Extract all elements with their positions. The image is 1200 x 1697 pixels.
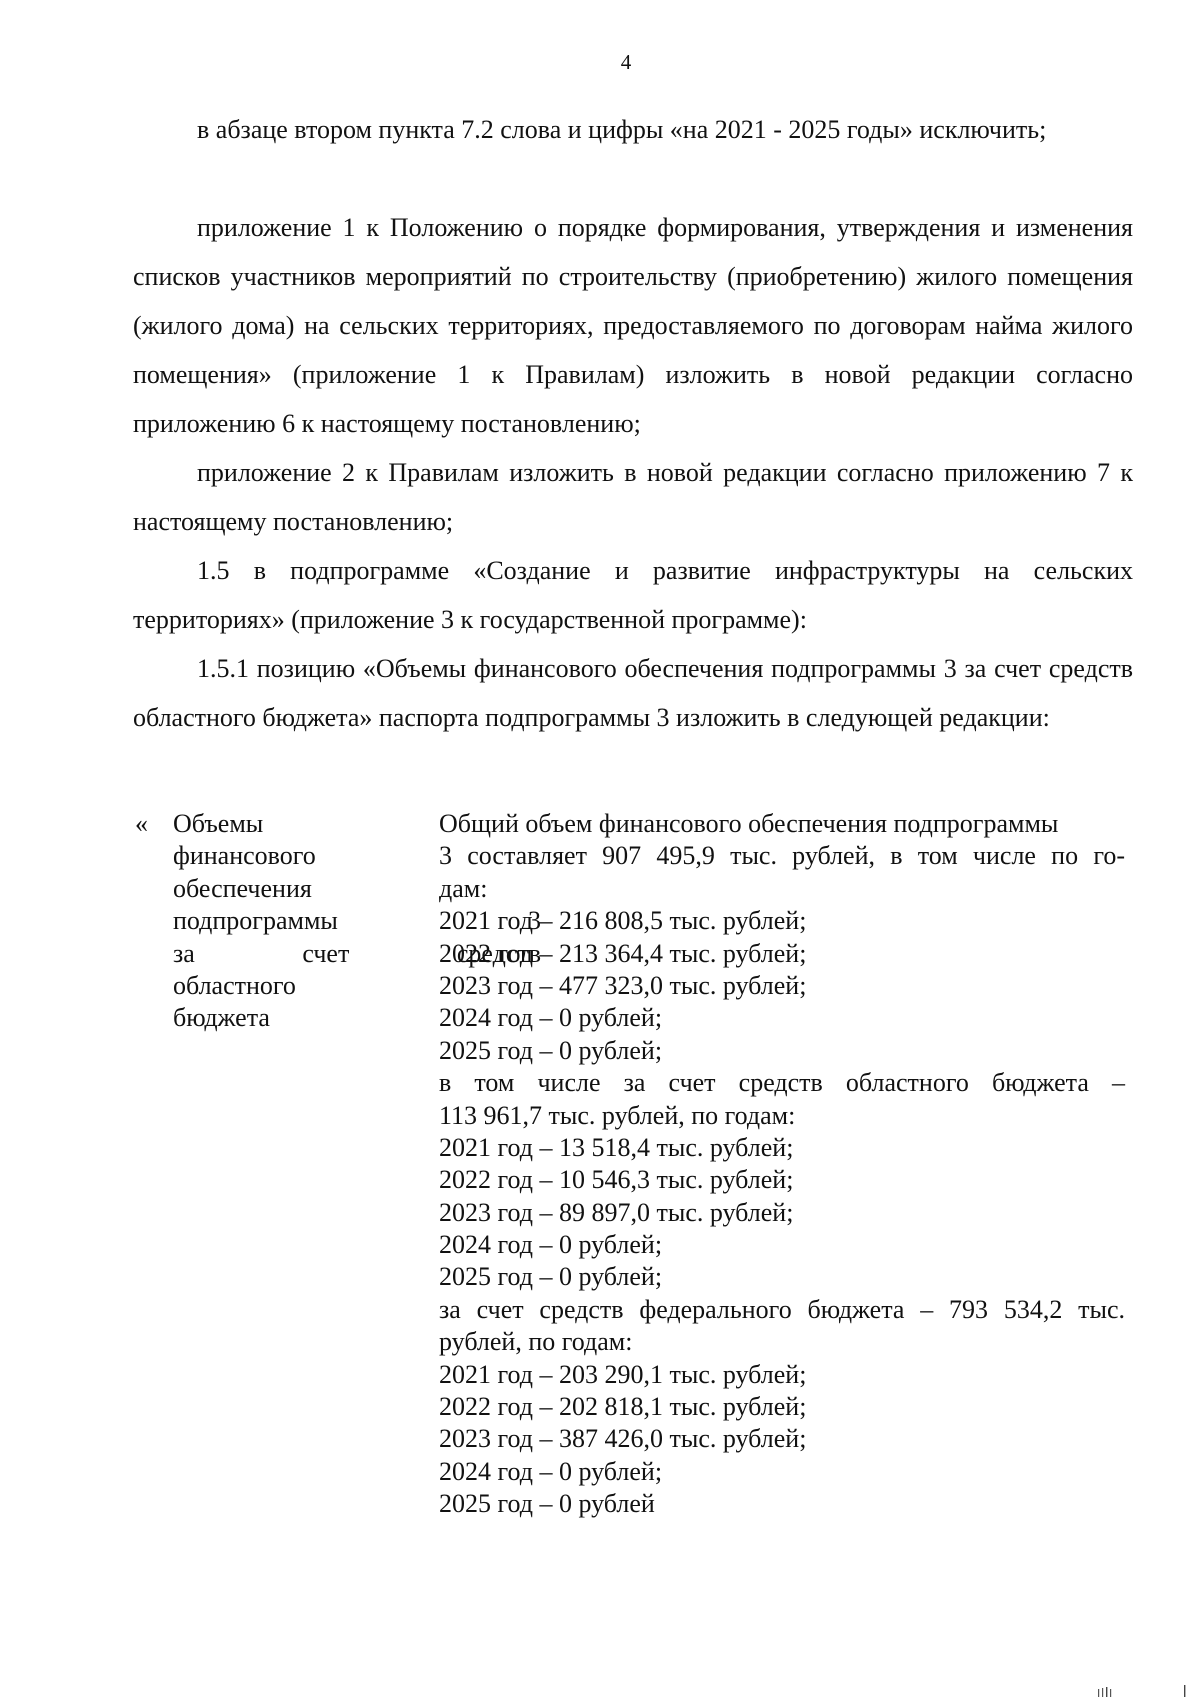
value-line: 2022 год – 213 364,4 тыс. рублей; xyxy=(439,938,807,968)
paragraph-1: в абзаце втором пункта 7.2 слова и цифры «на 2021 - 2025 годы» исключить; xyxy=(197,115,1047,144)
paragraph-4: 1.5 в подпрограмме «Создание и развитие инфраструктуры на сельских территориях» (приложение 3 к государственной программе): xyxy=(133,556,1133,634)
label-line: обеспечения xyxy=(173,873,312,903)
page-number: 4 xyxy=(620,50,632,74)
value-line: 2021 год – 203 290,1 тыс. рублей; xyxy=(439,1359,807,1389)
label-line: Объемы xyxy=(173,809,264,838)
value-line: 2024 год – 0 рублей; xyxy=(439,1230,663,1260)
label-line: подпрограммы 3 xyxy=(173,906,541,936)
open-quote: « xyxy=(135,809,148,838)
value-line: 113 961,7 тыс. рублей, по годам: xyxy=(439,1100,796,1130)
value-line: 2023 год – 89 897,0 тыс. рублей; xyxy=(439,1197,794,1227)
value-line: 2023 год – 387 426,0 тыс. рублей; xyxy=(439,1424,807,1454)
paragraph-5: 1.5.1 позицию «Объемы финансового обеспечения подпрограммы 3 за счет средств областного бюджета» паспорта подпрограммы 3 изложить в следующей редакции: xyxy=(133,654,1133,732)
value-line: 2024 год – 0 рублей; xyxy=(439,1456,663,1486)
value-line: 2021 год – 216 808,5 тыс. рублей; xyxy=(439,906,807,936)
value-line: за счет средств федерального бюджета – 793 534,2 тыс. xyxy=(439,1294,1125,1324)
value-line: в том числе за счет средств областного бюджета – xyxy=(439,1068,1125,1098)
label-line: бюджета xyxy=(173,1003,270,1033)
label-line: за счет средств xyxy=(173,938,541,968)
value-line: рублей, по годам: xyxy=(439,1327,633,1357)
value-line: 2025 год – 0 рублей xyxy=(439,1489,655,1519)
value-line: 3 составляет 907 495,9 тыс. рублей, в том числе по го- xyxy=(439,841,1125,871)
label-line: финансового xyxy=(173,841,316,871)
value-line: дам: xyxy=(439,873,488,903)
value-line: 2022 год – 10 546,3 тыс. рублей; xyxy=(439,1165,794,1195)
value-line: 2021 год – 13 518,4 тыс. рублей; xyxy=(439,1132,794,1162)
paragraph-3: приложение 2 к Правилам изложить в новой редакции согласно приложению 7 к настоящему постановлению; xyxy=(133,458,1133,536)
value-line: 2023 год – 477 323,0 тыс. рублей; xyxy=(439,970,807,1000)
label-line: областного xyxy=(173,970,296,1000)
value-line: 2025 год – 0 рублей; xyxy=(439,1262,663,1292)
value-line: 2024 год – 0 рублей; xyxy=(439,1003,663,1033)
value-line: 2022 год – 202 818,1 тыс. рублей; xyxy=(439,1392,807,1422)
scan-artifact-marks xyxy=(1098,1683,1188,1697)
value-line: 2025 год – 0 рублей; xyxy=(439,1035,663,1065)
passport-value xyxy=(439,808,1125,1521)
paragraph-2: приложение 1 к Положению о порядке формирования, утверждения и изменения списков участников мероприятий по строительству (приобретению) жилого помещения (жилого дома) на сельских территориях, предоставляемого по договорам найма жилого помещения» (приложение 1 к Правилам) изложить в новой редакции согласно приложению 6 к настоящему постановлению; xyxy=(133,213,1133,438)
value-line: Общий объем финансового обеспечения подпрограммы xyxy=(439,809,1059,838)
